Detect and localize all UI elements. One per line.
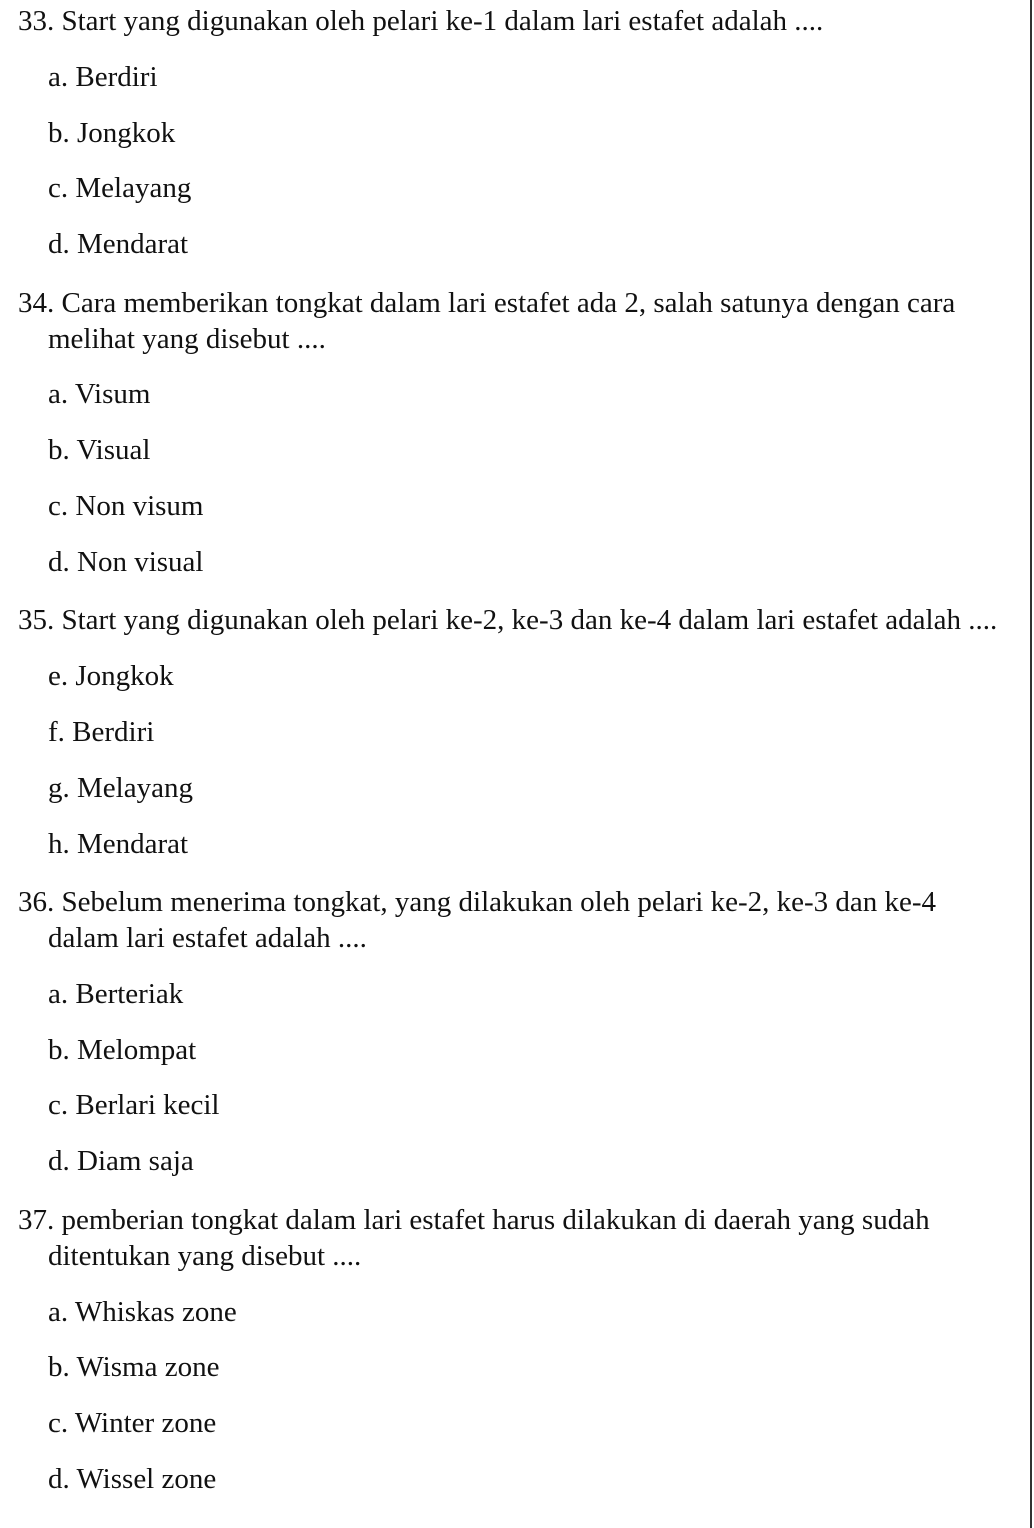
option-b: b. Jongkok [48, 116, 176, 149]
option-c: c. Melayang [48, 172, 192, 205]
option-h: h. Mendarat [48, 827, 189, 860]
option-a: a. Whiskas zone [48, 1295, 237, 1328]
option-c: c. Winter zone [48, 1407, 217, 1440]
option-b: b. Wisma zone [48, 1351, 220, 1384]
option-a: a. Berteriak [48, 977, 184, 1010]
question-number: 36. [18, 886, 55, 919]
question-prompt: Cara memberikan tongkat dalam lari estafet ada 2, salah satunya dengan cara melihat yang disebut .... [48, 286, 956, 355]
question-prompt: Start yang digunakan oleh pelari ke-1 dalam lari estafet adalah .... [61, 5, 824, 37]
page-edge-line [1030, 0, 1032, 1528]
question-text [18, 881, 1008, 956]
question-37 [18, 1199, 1034, 1497]
question-text [18, 282, 1008, 357]
question-text [18, 1199, 1008, 1274]
option-a: a. Visum [48, 378, 151, 411]
option-list [18, 1294, 1034, 1497]
option-a: a. Berdiri [48, 60, 158, 93]
question-36 [18, 881, 1034, 1179]
option-e: e. Jongkok [48, 660, 174, 693]
option-c: c. Berlari kecil [48, 1089, 220, 1122]
option-c: c. Non visum [48, 490, 204, 523]
question-prompt: pemberian tongkat dalam lari estafet harus dilakukan di daerah yang sudah ditentukan yang disebut .... [48, 1203, 930, 1272]
question-prompt: Start yang digunakan oleh pelari ke-2, ke-3 dan ke-4 dalam lari estafet adalah .... [61, 604, 998, 637]
question-text [18, 0, 1008, 39]
option-list [18, 976, 1034, 1179]
question-35 [18, 599, 1034, 861]
option-d: d. Non visual [48, 545, 204, 578]
option-d: d. Mendarat [48, 228, 189, 261]
option-list [18, 658, 1034, 861]
question-text [18, 599, 1008, 638]
question-number: 35. [18, 604, 55, 637]
option-list [18, 376, 1034, 579]
option-g: g. Melayang [48, 771, 193, 804]
option-b: b. Visual [48, 434, 151, 467]
question-34 [18, 282, 1034, 580]
question-number: 33. [18, 5, 55, 37]
option-b: b. Melompat [48, 1033, 197, 1066]
option-d: d. Diam saja [48, 1145, 194, 1178]
question-number: 34. [18, 286, 55, 319]
question-number: 37. [18, 1203, 55, 1236]
option-d: d. Wissel zone [48, 1462, 217, 1495]
question-33 [18, 0, 1034, 262]
question-prompt: Sebelum menerima tongkat, yang dilakukan oleh pelari ke-2, ke-3 dan ke-4 dalam lari estafet adalah .... [48, 886, 937, 955]
option-f: f. Berdiri [48, 715, 155, 748]
option-list [18, 59, 1034, 262]
